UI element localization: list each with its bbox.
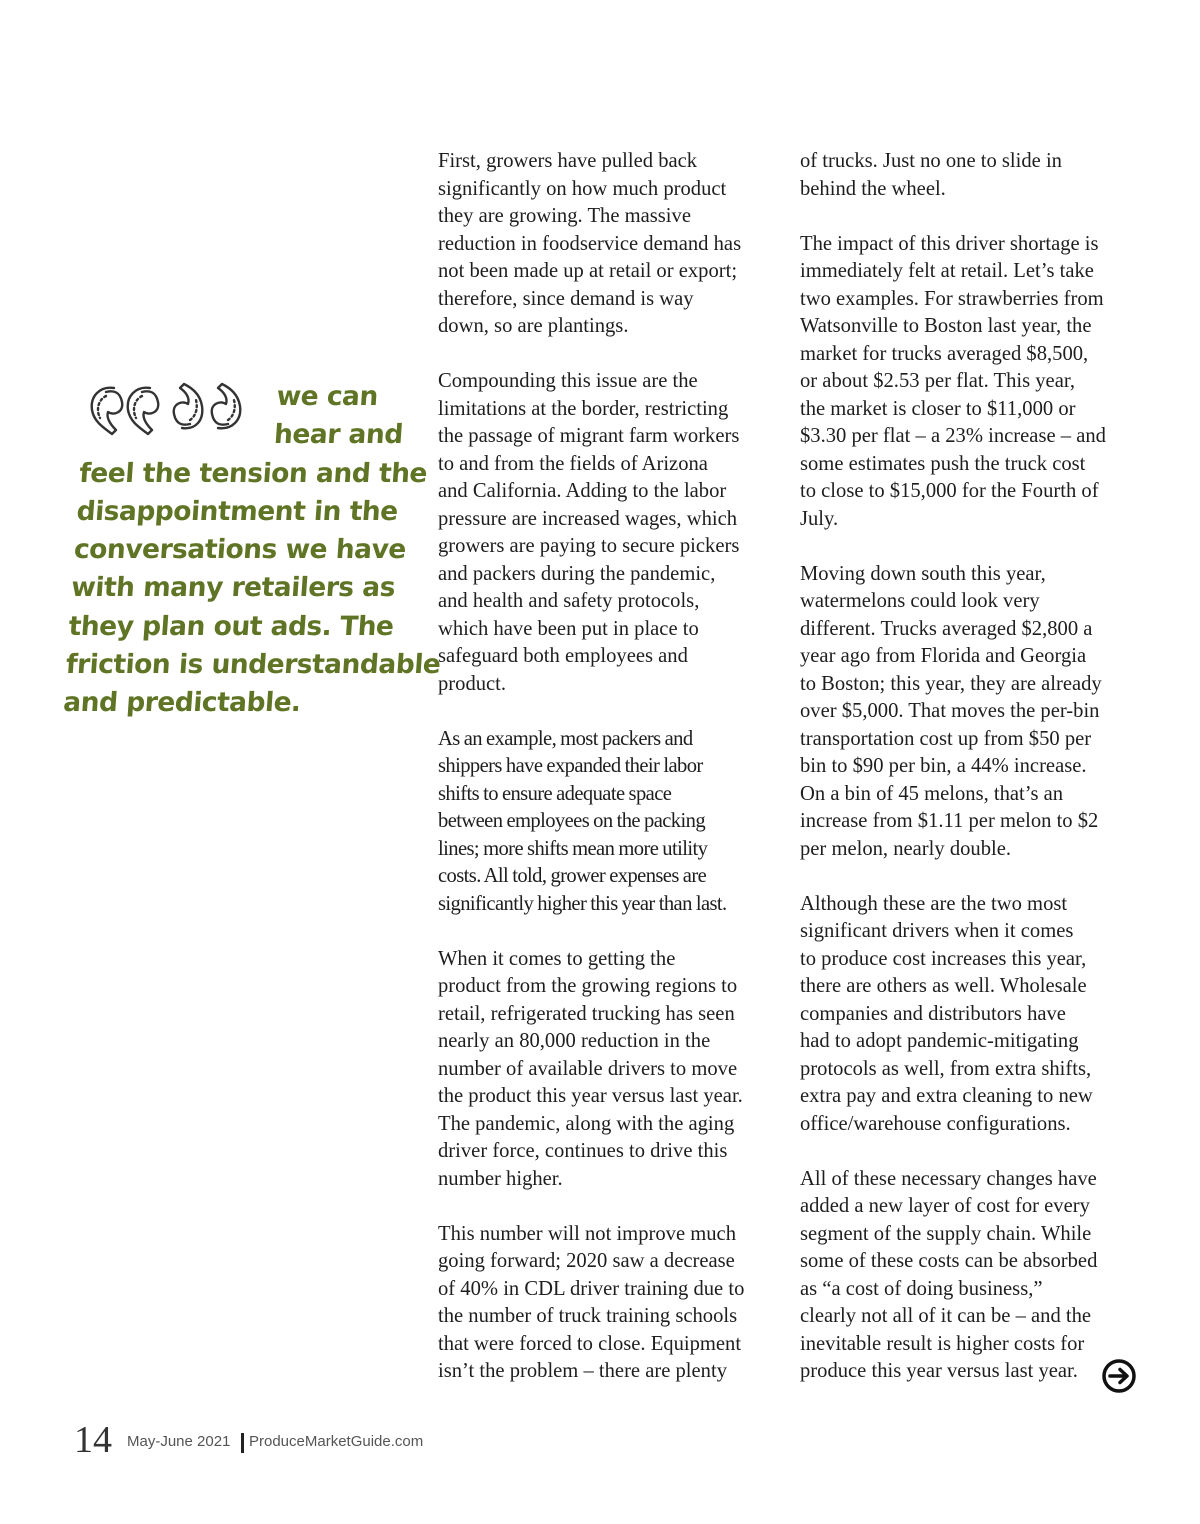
pull-quote xyxy=(62,378,442,738)
site-name: ProduceMarketGuide.com xyxy=(249,1433,424,1450)
article-paragraph: The impact of this driver shortage is immediately felt at retail. Let’s take two examples. For strawberries from Watsonville to Boston last year, the market for trucks averaged $8,500, or about $2.53 per flat. This year, the market is closer to $11,000 or $3.30 per flat – a 23% increase – and some estimates push the truck cost to close to $15,000 for the Fourth of July. xyxy=(800,232,1106,530)
pull-quote-line: disappointment in the xyxy=(75,495,399,527)
article-column-2 xyxy=(800,148,1145,1386)
article-paragraph: When it comes to getting the product from the growing regions to retail, refrigerated trucking has seen nearly an 80,000 reduction in the number of available drivers to move the product this year versus last year. The pandemic, along with the aging driver force, continues to drive this number higher. xyxy=(438,947,743,1190)
article-paragraph: First, growers have pulled back significantly on how much product they are growing. The massive reduction in foodservice demand has not been made up at retail or export; therefore, since demand is way down, so are plantings. xyxy=(438,150,742,337)
pull-quote-line: conversations we have xyxy=(72,534,407,566)
pull-quote-line: they plan out ads. The xyxy=(67,610,395,642)
article-paragraph: Moving down south this year, watermelons could look very different. Trucks averaged $2,800 a year ago from Florida and Georgia to Boston; this year, they are already over $5,000. That moves the per-bin transportation cost up from $50 per bin to $90 per bin, a 44% increase. On a bin of 45 melons, that’s an increase from $1.11 per melon to $2 per melon, nearly double. xyxy=(800,562,1102,860)
article-paragraph: As an example, most packers and shippers have expanded their labor shifts to ensure adequate space between employees on the packing lines; more shifts mean more utility costs. All told, grower expenses are significantly higher this year than last. xyxy=(438,727,727,915)
article-paragraph: Compounding this issue are the limitations at the border, restricting the passage of migrant farm workers to and from the fields of Arizona and California. Adding to the labor pressure are increased wages, which growers are paying to secure pickers and packers during the pandemic, and health and safety protocols, which have been put in place to safeguard both employees and product. xyxy=(438,370,740,695)
pull-quote-line: friction is understandable xyxy=(64,649,442,681)
footer-divider xyxy=(241,1433,244,1453)
pull-quote-line: hear and xyxy=(272,419,404,451)
pull-quote-text xyxy=(62,378,442,723)
pull-quote-line: and predictable. xyxy=(62,687,302,719)
article-paragraph: of trucks. Just no one to slide in behind the wheel. xyxy=(800,150,1062,200)
pull-quote-line: feel the tension and the xyxy=(78,457,429,489)
pull-quote-line: we can xyxy=(275,381,379,412)
article-paragraph: All of these necessary changes have added a new layer of cost for every segment of the supply chain. While some of these costs can be absorbed as “a cost of doing business,” clearly not all of it can be – and the inevitable result is higher costs for produce this year versus last year. xyxy=(800,1167,1098,1382)
page-number: 14 xyxy=(74,1419,112,1461)
arrow-right-circle-icon[interactable] xyxy=(1101,1358,1137,1394)
article-column-1 xyxy=(438,148,778,1386)
issue-date: May-June 2021 xyxy=(127,1433,231,1450)
article-paragraph: This number will not improve much going forward; 2020 saw a decrease of 40% in CDL driver training due to the number of truck training schools that were forced to close. Equipment isn’t the problem – there are plenty xyxy=(438,1222,745,1382)
article-paragraph: Although these are the two most significant drivers when it comes to produce cost increases this year, there are others as well. Wholesale companies and distributors have had to adopt pandemic-mitigating protocols as well, from extra shifts, extra pay and extra cleaning to new office/warehouse configurations. xyxy=(800,892,1093,1135)
pull-quote-line: with many retailers as xyxy=(70,572,397,604)
